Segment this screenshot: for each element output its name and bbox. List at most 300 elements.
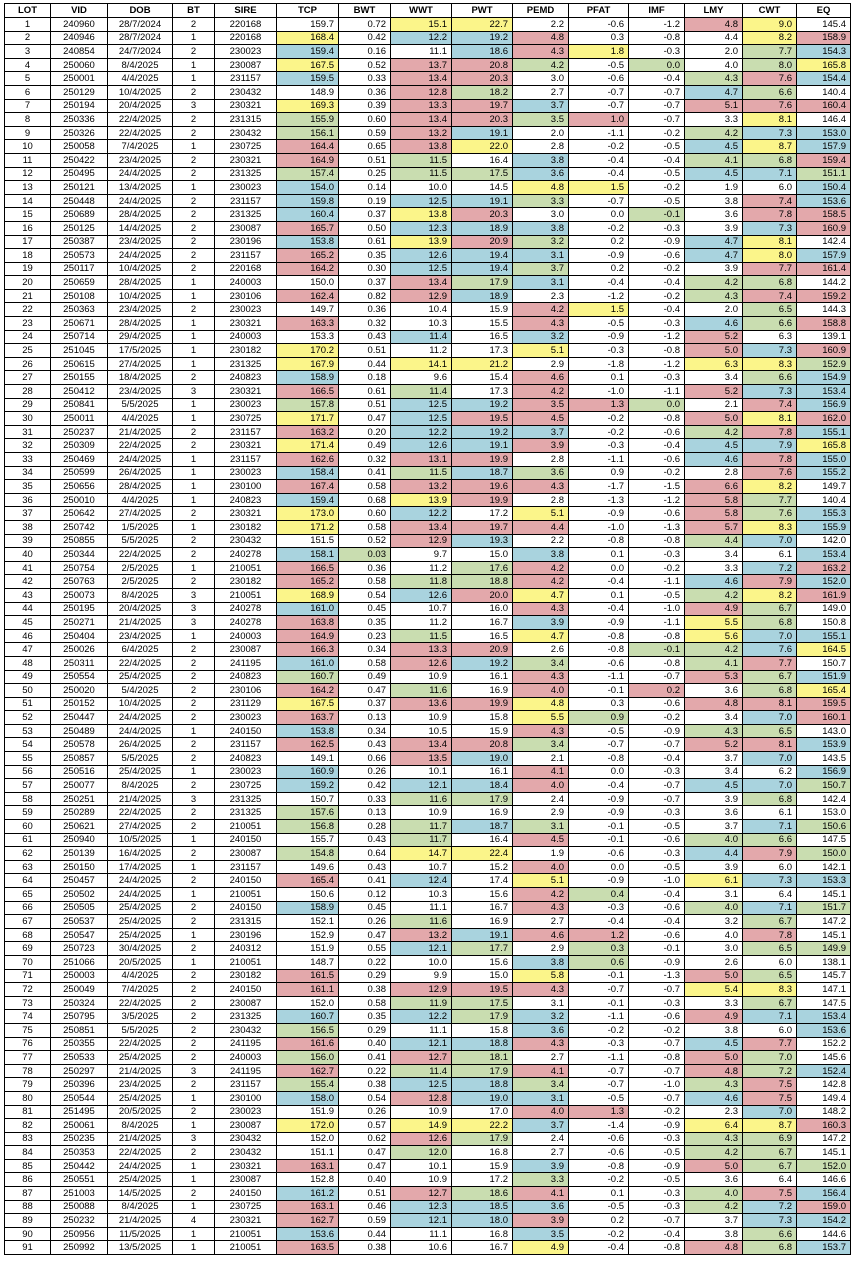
cell-lmy: 3.8 bbox=[685, 1023, 743, 1037]
cell-pfat: 0.1 bbox=[569, 1187, 629, 1201]
table-row bbox=[5, 1241, 851, 1255]
cell-sire: 231157 bbox=[215, 72, 277, 86]
cell-bwt: 0.45 bbox=[339, 602, 391, 616]
cell-vid: 250194 bbox=[51, 99, 108, 113]
cell-lot: 35 bbox=[5, 480, 51, 494]
cell-eq: 151.7 bbox=[797, 901, 851, 915]
cell-eq: 158.5 bbox=[797, 208, 851, 222]
cell-pfat: -1.0 bbox=[569, 520, 629, 534]
cell-imf: -0.7 bbox=[629, 1091, 685, 1105]
cell-lmy: 3.1 bbox=[685, 888, 743, 902]
cell-imf: -0.4 bbox=[629, 752, 685, 766]
cell-cwt: 6.6 bbox=[743, 85, 797, 99]
cell-pemd: 2.7 bbox=[513, 915, 569, 929]
cell-bt: 2 bbox=[173, 425, 215, 439]
cell-pwt: 17.9 bbox=[452, 1132, 513, 1146]
cell-cwt: 8.2 bbox=[743, 31, 797, 45]
cell-sire: 240003 bbox=[215, 276, 277, 290]
cell-bwt: 0.46 bbox=[339, 1200, 391, 1214]
cell-pwt: 15.0 bbox=[452, 548, 513, 562]
cell-pwt: 20.9 bbox=[452, 235, 513, 249]
cell-wwt: 13.5 bbox=[391, 752, 452, 766]
cell-dob: 4/4/2025 bbox=[108, 969, 173, 983]
cell-eq: 153.0 bbox=[797, 126, 851, 140]
cell-bt: 2 bbox=[173, 996, 215, 1010]
cell-imf: -0.2 bbox=[629, 466, 685, 480]
cell-pwt: 19.2 bbox=[452, 425, 513, 439]
cell-vid: 250940 bbox=[51, 833, 108, 847]
cell-vid: 250152 bbox=[51, 697, 108, 711]
cell-tcp: 167.9 bbox=[277, 357, 339, 371]
cell-eq: 149.7 bbox=[797, 480, 851, 494]
cell-dob: 21/4/2025 bbox=[108, 792, 173, 806]
cell-cwt: 6.9 bbox=[743, 1132, 797, 1146]
cell-imf: -0.4 bbox=[629, 72, 685, 86]
cell-sire: 230087 bbox=[215, 996, 277, 1010]
table-row bbox=[5, 425, 851, 439]
cell-pwt: 16.7 bbox=[452, 901, 513, 915]
cell-tcp: 151.9 bbox=[277, 1105, 339, 1119]
cell-pfat: -0.3 bbox=[569, 1037, 629, 1051]
cell-pemd: 3.1 bbox=[513, 996, 569, 1010]
cell-lmy: 5.2 bbox=[685, 330, 743, 344]
cell-lmy: 5.3 bbox=[685, 670, 743, 684]
cell-dob: 4/4/2025 bbox=[108, 72, 173, 86]
cell-bwt: 0.49 bbox=[339, 439, 391, 453]
cell-eq: 152.9 bbox=[797, 357, 851, 371]
cell-dob: 24/4/2025 bbox=[108, 167, 173, 181]
cell-wwt: 12.3 bbox=[391, 1200, 452, 1214]
cell-lot: 25 bbox=[5, 344, 51, 358]
cell-pemd: 3.7 bbox=[513, 99, 569, 113]
cell-vid: 250448 bbox=[51, 194, 108, 208]
cell-eq: 155.1 bbox=[797, 425, 851, 439]
cell-imf: -0.7 bbox=[629, 983, 685, 997]
cell-pemd: 3.7 bbox=[513, 1119, 569, 1133]
cell-cwt: 7.4 bbox=[743, 398, 797, 412]
cell-pwt: 16.9 bbox=[452, 806, 513, 820]
cell-bt: 1 bbox=[173, 72, 215, 86]
header-row bbox=[5, 4, 851, 18]
cell-vid: 250495 bbox=[51, 167, 108, 181]
cell-eq: 142.1 bbox=[797, 860, 851, 874]
cell-bt: 1 bbox=[173, 860, 215, 874]
cell-pwt: 16.7 bbox=[452, 616, 513, 630]
cell-lmy: 3.8 bbox=[685, 1227, 743, 1241]
cell-imf: -0.6 bbox=[629, 901, 685, 915]
cell-cwt: 7.5 bbox=[743, 1078, 797, 1092]
cell-lot: 86 bbox=[5, 1173, 51, 1187]
cell-pemd: 3.8 bbox=[513, 153, 569, 167]
table-row bbox=[5, 385, 851, 399]
cell-pemd: 2.6 bbox=[513, 643, 569, 657]
cell-sire: 231325 bbox=[215, 806, 277, 820]
cell-pemd: 3.9 bbox=[513, 1214, 569, 1228]
cell-bt: 1 bbox=[173, 888, 215, 902]
cell-vid: 250026 bbox=[51, 643, 108, 657]
cell-pemd: 4.0 bbox=[513, 1105, 569, 1119]
cell-cwt: 7.3 bbox=[743, 344, 797, 358]
cell-bwt: 0.58 bbox=[339, 520, 391, 534]
cell-pfat: -0.6 bbox=[569, 656, 629, 670]
cell-dob: 17/4/2025 bbox=[108, 860, 173, 874]
cell-lmy: 3.6 bbox=[685, 684, 743, 698]
cell-cwt: 7.6 bbox=[743, 466, 797, 480]
cell-eq: 147.2 bbox=[797, 1132, 851, 1146]
cell-dob: 22/4/2025 bbox=[108, 126, 173, 140]
cell-pemd: 2.3 bbox=[513, 289, 569, 303]
cell-wwt: 12.2 bbox=[391, 1010, 452, 1024]
cell-pemd: 3.1 bbox=[513, 276, 569, 290]
cell-dob: 21/4/2025 bbox=[108, 1214, 173, 1228]
cell-pfat: 1.0 bbox=[569, 113, 629, 127]
cell-cwt: 7.3 bbox=[743, 126, 797, 140]
cell-dob: 29/4/2025 bbox=[108, 330, 173, 344]
cell-lot: 49 bbox=[5, 670, 51, 684]
cell-sire: 240823 bbox=[215, 493, 277, 507]
cell-bwt: 0.51 bbox=[339, 153, 391, 167]
cell-imf: -0.2 bbox=[629, 181, 685, 195]
cell-wwt: 12.8 bbox=[391, 85, 452, 99]
cell-lot: 45 bbox=[5, 616, 51, 630]
cell-pfat: -0.4 bbox=[569, 276, 629, 290]
cell-bt: 2 bbox=[173, 983, 215, 997]
cell-eq: 152.0 bbox=[797, 575, 851, 589]
cell-tcp: 163.1 bbox=[277, 1159, 339, 1173]
cell-dob: 25/4/2025 bbox=[108, 670, 173, 684]
cell-wwt: 11.5 bbox=[391, 153, 452, 167]
cell-lot: 27 bbox=[5, 371, 51, 385]
cell-imf: -0.6 bbox=[629, 697, 685, 711]
cell-eq: 154.4 bbox=[797, 72, 851, 86]
table-row bbox=[5, 888, 851, 902]
table-row bbox=[5, 1051, 851, 1065]
cell-wwt: 12.7 bbox=[391, 1051, 452, 1065]
cell-pemd: 4.2 bbox=[513, 385, 569, 399]
cell-lmy: 4.8 bbox=[685, 1241, 743, 1255]
cell-dob: 23/4/2025 bbox=[108, 303, 173, 317]
cell-pfat: -0.7 bbox=[569, 85, 629, 99]
cell-pwt: 17.3 bbox=[452, 344, 513, 358]
cell-dob: 22/4/2025 bbox=[108, 806, 173, 820]
cell-bt: 1 bbox=[173, 520, 215, 534]
cell-eq: 160.1 bbox=[797, 711, 851, 725]
cell-lmy: 5.0 bbox=[685, 1159, 743, 1173]
cell-wwt: 11.2 bbox=[391, 616, 452, 630]
cell-lmy: 2.0 bbox=[685, 45, 743, 59]
cell-wwt: 11.6 bbox=[391, 684, 452, 698]
cell-pemd: 4.3 bbox=[513, 1037, 569, 1051]
cell-lot: 15 bbox=[5, 208, 51, 222]
cell-bt: 1 bbox=[173, 493, 215, 507]
table-row bbox=[5, 575, 851, 589]
cell-tcp: 153.8 bbox=[277, 724, 339, 738]
cell-pwt: 15.9 bbox=[452, 724, 513, 738]
cell-bwt: 0.50 bbox=[339, 221, 391, 235]
cell-pwt: 20.9 bbox=[452, 643, 513, 657]
cell-bt: 1 bbox=[173, 344, 215, 358]
table-row bbox=[5, 942, 851, 956]
cell-wwt: 11.9 bbox=[391, 996, 452, 1010]
table-row bbox=[5, 792, 851, 806]
cell-wwt: 11.4 bbox=[391, 385, 452, 399]
cell-pfat: -0.8 bbox=[569, 629, 629, 643]
cell-vid: 250621 bbox=[51, 820, 108, 834]
cell-imf: -0.3 bbox=[629, 221, 685, 235]
cell-bt: 1 bbox=[173, 629, 215, 643]
cell-vid: 250237 bbox=[51, 425, 108, 439]
cell-wwt: 13.7 bbox=[391, 58, 452, 72]
cell-cwt: 6.1 bbox=[743, 806, 797, 820]
table-row bbox=[5, 820, 851, 834]
cell-pemd: 3.5 bbox=[513, 113, 569, 127]
cell-bt: 4 bbox=[173, 1214, 215, 1228]
cell-bt: 2 bbox=[173, 153, 215, 167]
cell-bt: 2 bbox=[173, 235, 215, 249]
cell-dob: 25/4/2025 bbox=[108, 1173, 173, 1187]
cell-wwt: 10.0 bbox=[391, 955, 452, 969]
cell-sire: 220168 bbox=[215, 262, 277, 276]
cell-lot: 29 bbox=[5, 398, 51, 412]
cell-vid: 250387 bbox=[51, 235, 108, 249]
cell-eq: 148.2 bbox=[797, 1105, 851, 1119]
cell-sire: 230023 bbox=[215, 765, 277, 779]
cell-tcp: 166.3 bbox=[277, 643, 339, 657]
cell-pfat: -0.4 bbox=[569, 779, 629, 793]
cell-imf: -1.1 bbox=[629, 575, 685, 589]
cell-lot: 69 bbox=[5, 942, 51, 956]
cell-pwt: 15.0 bbox=[452, 969, 513, 983]
cell-lot: 10 bbox=[5, 140, 51, 154]
cell-lot: 89 bbox=[5, 1214, 51, 1228]
cell-lot: 38 bbox=[5, 520, 51, 534]
cell-bt: 2 bbox=[173, 18, 215, 32]
cell-imf: -0.3 bbox=[629, 548, 685, 562]
cell-bwt: 0.44 bbox=[339, 1227, 391, 1241]
cell-dob: 25/4/2025 bbox=[108, 1051, 173, 1065]
cell-sire: 230725 bbox=[215, 140, 277, 154]
cell-wwt: 13.6 bbox=[391, 697, 452, 711]
cell-wwt: 11.4 bbox=[391, 1064, 452, 1078]
table-row bbox=[5, 1159, 851, 1173]
cell-sire: 210051 bbox=[215, 1241, 277, 1255]
cell-sire: 240150 bbox=[215, 1187, 277, 1201]
cell-bt: 3 bbox=[173, 1132, 215, 1146]
cell-pemd: 4.9 bbox=[513, 1241, 569, 1255]
cell-pfat: -0.4 bbox=[569, 1241, 629, 1255]
cell-bwt: 0.64 bbox=[339, 847, 391, 861]
cell-lot: 59 bbox=[5, 806, 51, 820]
cell-bt: 2 bbox=[173, 684, 215, 698]
cell-imf: -0.6 bbox=[629, 249, 685, 263]
cell-lmy: 4.8 bbox=[685, 697, 743, 711]
cell-imf: -0.5 bbox=[629, 1146, 685, 1160]
cell-imf: -1.2 bbox=[629, 330, 685, 344]
cell-lot: 74 bbox=[5, 1010, 51, 1024]
cell-bt: 2 bbox=[173, 1105, 215, 1119]
cell-vid: 250659 bbox=[51, 276, 108, 290]
cell-sire: 230432 bbox=[215, 126, 277, 140]
cell-bt: 2 bbox=[173, 752, 215, 766]
cell-dob: 27/4/2025 bbox=[108, 507, 173, 521]
cell-lmy: 4.1 bbox=[685, 656, 743, 670]
cell-pwt: 15.8 bbox=[452, 711, 513, 725]
cell-tcp: 161.2 bbox=[277, 1187, 339, 1201]
cell-tcp: 152.0 bbox=[277, 1132, 339, 1146]
cell-pwt: 19.9 bbox=[452, 493, 513, 507]
cell-pwt: 18.5 bbox=[452, 1200, 513, 1214]
cell-sire: 230182 bbox=[215, 520, 277, 534]
cell-imf: -0.3 bbox=[629, 45, 685, 59]
cell-lmy: 4.3 bbox=[685, 289, 743, 303]
cell-lot: 80 bbox=[5, 1091, 51, 1105]
cell-tcp: 159.5 bbox=[277, 72, 339, 86]
cell-pwt: 17.7 bbox=[452, 942, 513, 956]
cell-tcp: 162.5 bbox=[277, 738, 339, 752]
cell-pemd: 3.5 bbox=[513, 1227, 569, 1241]
cell-cwt: 7.6 bbox=[743, 72, 797, 86]
cell-lot: 3 bbox=[5, 45, 51, 59]
cell-lmy: 1.9 bbox=[685, 181, 743, 195]
cell-bt: 1 bbox=[173, 31, 215, 45]
cell-wwt: 12.8 bbox=[391, 1091, 452, 1105]
cell-pemd: 4.1 bbox=[513, 1064, 569, 1078]
cell-cwt: 6.8 bbox=[743, 276, 797, 290]
cell-lot: 57 bbox=[5, 779, 51, 793]
cell-dob: 4/4/2025 bbox=[108, 493, 173, 507]
cell-bwt: 0.22 bbox=[339, 1064, 391, 1078]
cell-cwt: 6.8 bbox=[743, 792, 797, 806]
cell-eq: 146.4 bbox=[797, 113, 851, 127]
cell-lot: 55 bbox=[5, 752, 51, 766]
cell-pfat: -0.2 bbox=[569, 412, 629, 426]
cell-pfat: -0.9 bbox=[569, 806, 629, 820]
table-row bbox=[5, 453, 851, 467]
cell-lot: 52 bbox=[5, 711, 51, 725]
cell-wwt: 13.4 bbox=[391, 520, 452, 534]
cell-lot: 4 bbox=[5, 58, 51, 72]
cell-pwt: 17.9 bbox=[452, 1010, 513, 1024]
cell-pemd: 3.6 bbox=[513, 466, 569, 480]
cell-pemd: 3.2 bbox=[513, 1010, 569, 1024]
cell-bt: 2 bbox=[173, 126, 215, 140]
cell-pwt: 18.1 bbox=[452, 1051, 513, 1065]
cell-wwt: 11.5 bbox=[391, 466, 452, 480]
cell-pemd: 2.9 bbox=[513, 806, 569, 820]
cell-lot: 32 bbox=[5, 439, 51, 453]
cell-vid: 240854 bbox=[51, 45, 108, 59]
cell-pfat: -0.5 bbox=[569, 1200, 629, 1214]
cell-pemd: 4.3 bbox=[513, 983, 569, 997]
cell-vid: 251495 bbox=[51, 1105, 108, 1119]
cell-vid: 250763 bbox=[51, 575, 108, 589]
cell-tcp: 164.2 bbox=[277, 262, 339, 276]
cell-lmy: 3.9 bbox=[685, 262, 743, 276]
cell-pfat: 0.1 bbox=[569, 371, 629, 385]
cell-wwt: 12.0 bbox=[391, 1146, 452, 1160]
cell-lot: 84 bbox=[5, 1146, 51, 1160]
cell-bwt: 0.37 bbox=[339, 276, 391, 290]
cell-bwt: 0.42 bbox=[339, 779, 391, 793]
table-row bbox=[5, 480, 851, 494]
cell-imf: -0.7 bbox=[629, 792, 685, 806]
cell-tcp: 169.3 bbox=[277, 99, 339, 113]
cell-pemd: 3.3 bbox=[513, 194, 569, 208]
cell-vid: 250001 bbox=[51, 72, 108, 86]
cell-lmy: 3.0 bbox=[685, 942, 743, 956]
cell-vid: 250992 bbox=[51, 1241, 108, 1255]
cell-bwt: 0.32 bbox=[339, 317, 391, 331]
cell-tcp: 154.0 bbox=[277, 181, 339, 195]
cell-wwt: 12.7 bbox=[391, 1187, 452, 1201]
table-row bbox=[5, 208, 851, 222]
cell-pwt: 22.4 bbox=[452, 847, 513, 861]
table-row bbox=[5, 439, 851, 453]
cell-tcp: 159.7 bbox=[277, 18, 339, 32]
cell-bwt: 0.14 bbox=[339, 181, 391, 195]
cell-pfat: -0.8 bbox=[569, 643, 629, 657]
cell-cwt: 8.1 bbox=[743, 738, 797, 752]
cell-eq: 142.4 bbox=[797, 792, 851, 806]
cell-lot: 76 bbox=[5, 1037, 51, 1051]
cell-pwt: 18.9 bbox=[452, 289, 513, 303]
cell-dob: 28/4/2025 bbox=[108, 276, 173, 290]
cell-wwt: 11.2 bbox=[391, 344, 452, 358]
cell-bwt: 0.47 bbox=[339, 1159, 391, 1173]
cell-bt: 2 bbox=[173, 575, 215, 589]
cell-cwt: 7.4 bbox=[743, 289, 797, 303]
cell-dob: 10/4/2025 bbox=[108, 697, 173, 711]
cell-vid: 251066 bbox=[51, 955, 108, 969]
cell-lot: 63 bbox=[5, 860, 51, 874]
table-row bbox=[5, 1091, 851, 1105]
table-row bbox=[5, 317, 851, 331]
cell-imf: -1.2 bbox=[629, 493, 685, 507]
cell-sire: 241195 bbox=[215, 1064, 277, 1078]
cell-lmy: 4.7 bbox=[685, 235, 743, 249]
cell-pwt: 15.8 bbox=[452, 1023, 513, 1037]
cell-tcp: 153.6 bbox=[277, 1227, 339, 1241]
cell-tcp: 160.7 bbox=[277, 670, 339, 684]
cell-vid: 250061 bbox=[51, 1119, 108, 1133]
cell-vid: 250324 bbox=[51, 996, 108, 1010]
cell-bwt: 0.34 bbox=[339, 643, 391, 657]
cell-cwt: 7.0 bbox=[743, 752, 797, 766]
cell-bt: 2 bbox=[173, 901, 215, 915]
table-row bbox=[5, 194, 851, 208]
cell-wwt: 12.5 bbox=[391, 262, 452, 276]
cell-lot: 36 bbox=[5, 493, 51, 507]
cell-pfat: 1.3 bbox=[569, 398, 629, 412]
cell-bwt: 0.66 bbox=[339, 752, 391, 766]
cell-vid: 250195 bbox=[51, 602, 108, 616]
cell-pwt: 15.6 bbox=[452, 888, 513, 902]
cell-wwt: 13.2 bbox=[391, 928, 452, 942]
column-header: CWT bbox=[743, 4, 797, 18]
cell-tcp: 162.6 bbox=[277, 453, 339, 467]
cell-lmy: 5.8 bbox=[685, 507, 743, 521]
cell-bwt: 0.22 bbox=[339, 955, 391, 969]
cell-lot: 87 bbox=[5, 1187, 51, 1201]
cell-tcp: 167.4 bbox=[277, 480, 339, 494]
cell-eq: 150.6 bbox=[797, 820, 851, 834]
cell-lmy: 3.9 bbox=[685, 860, 743, 874]
cell-sire: 231157 bbox=[215, 860, 277, 874]
cell-lmy: 5.6 bbox=[685, 629, 743, 643]
cell-tcp: 148.9 bbox=[277, 85, 339, 99]
cell-eq: 165.8 bbox=[797, 439, 851, 453]
cell-bt: 2 bbox=[173, 1037, 215, 1051]
